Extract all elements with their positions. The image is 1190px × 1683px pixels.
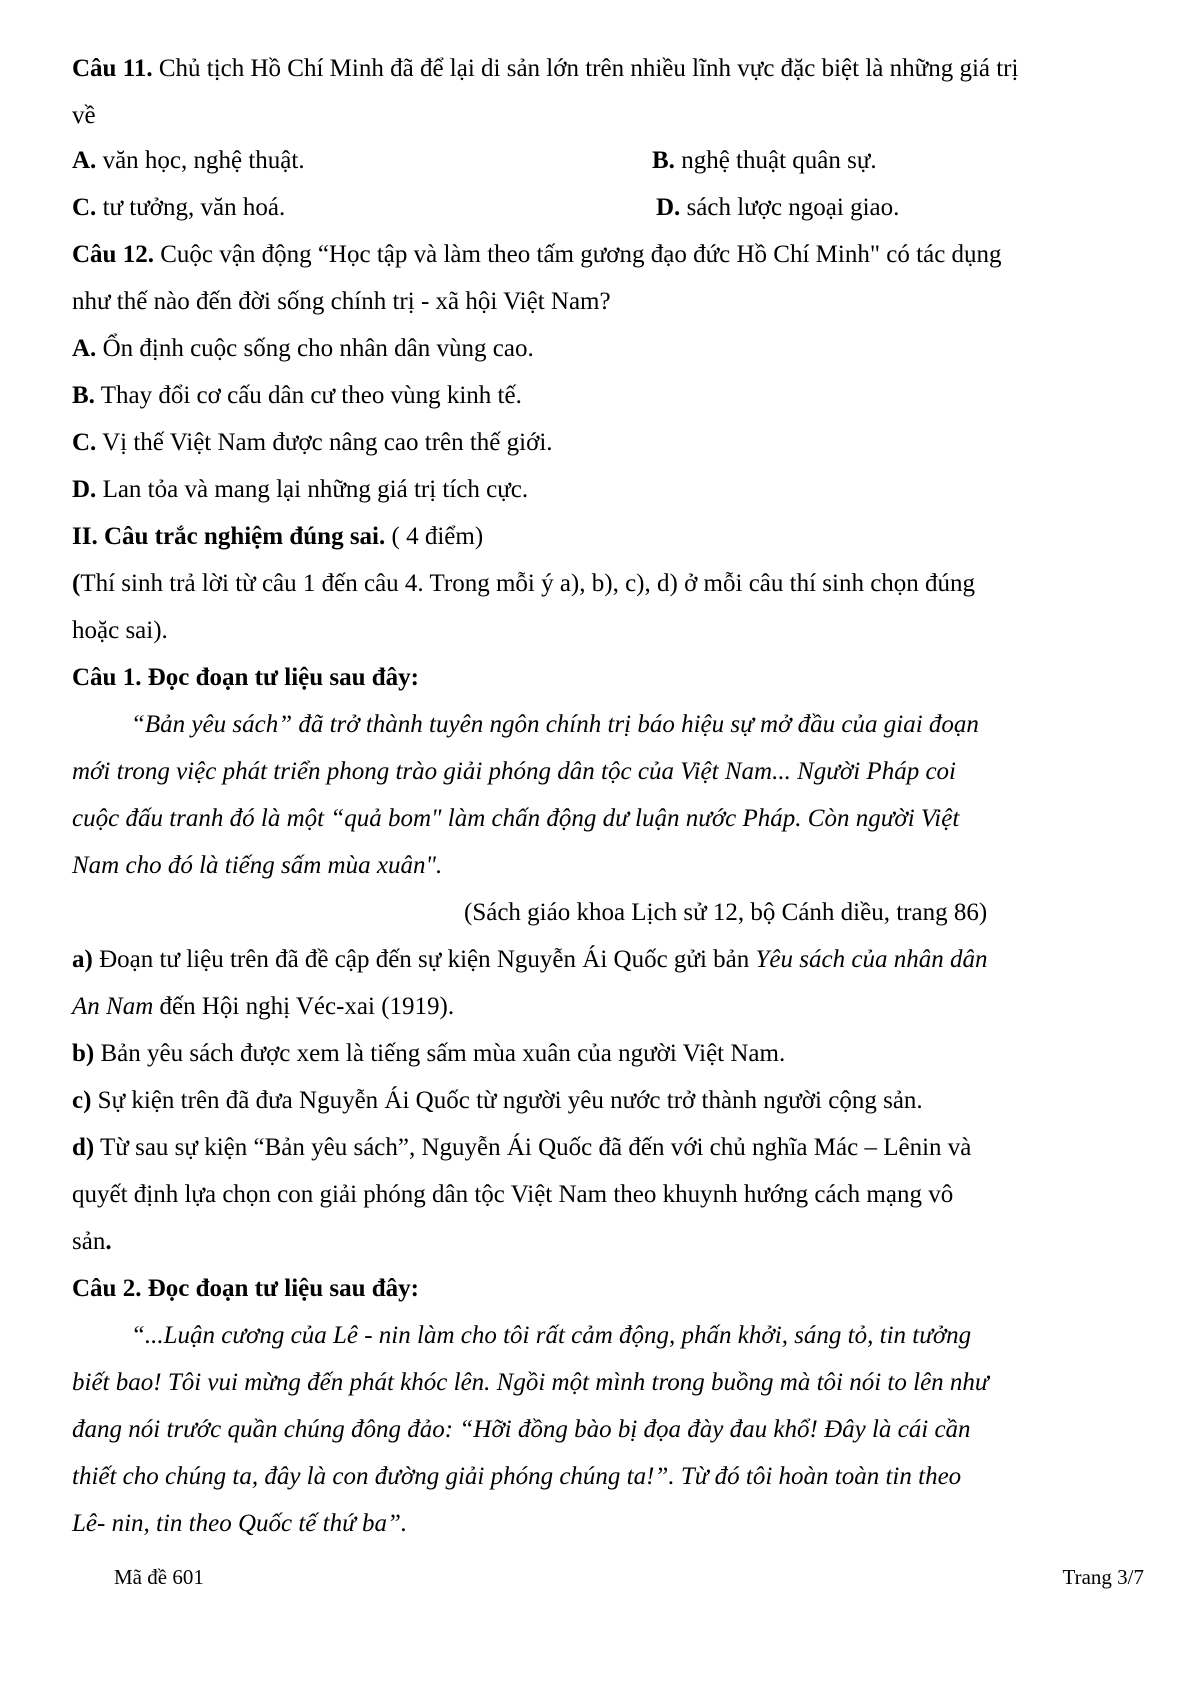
s2q1-statement-d-line2: quyết định lựa chọn con giải phóng dân tộc Việt Nam theo khuynh hướng cách mạng vô [72, 1181, 954, 1208]
section2-instructions-line2: hoặc sai). [72, 617, 168, 644]
q12-option-c: C. Vị thế Việt Nam được nâng cao trên thế giới. [72, 429, 553, 456]
s2q1-quote-line: cuộc đấu tranh đó là một “quả bom" làm chấn động dư luận nước Pháp. Còn người Việt [72, 805, 960, 832]
footer-page-number: Trang 3/7 [1062, 1565, 1144, 1589]
q11-option-b: B. nghệ thuật quân sự. [652, 147, 877, 174]
s2q2-quote-line: Lê- nin, tin theo Quốc tế thứ ba”. [72, 1510, 408, 1537]
q12-text: Cuộc vận động “Học tập và làm theo tấm gương đạo đức Hồ Chí Minh" có tác dụng [153, 241, 1002, 268]
q11-line2: về [72, 102, 96, 129]
section2-points: ( 4 điểm) [385, 523, 484, 550]
q11-option-c: C. tư tưởng, văn hoá. [72, 194, 286, 221]
s2q1-statement-a-line1: a) Đoạn tư liệu trên đã đề cập đến sự kiện Nguyễn Ái Quốc gửi bản Yêu sách của nhân dân [72, 946, 988, 973]
q11-option-d: D. sách lược ngoại giao. [656, 194, 900, 221]
s2q1-quote-line: mới trong việc phát triển phong trào giải phóng dân tộc của Việt Nam... Người Pháp coi [72, 758, 956, 785]
s2q2-quote-line: thiết cho chúng ta, đây là con đường giải phóng chúng ta!”. Từ đó tôi hoàn toàn tin theo [72, 1463, 962, 1490]
q11-text: Chủ tịch Hồ Chí Minh đã để lại di sản lớn trên nhiều lĩnh vực đặc biệt là những giá trị [152, 55, 1019, 82]
s2q1-statement-d-line3: sản. [72, 1228, 112, 1255]
section2-heading [72, 522, 1130, 552]
footer-exam-code: Mã đề 601 [114, 1565, 204, 1589]
section2-instructions-line1: (Thí sinh trả lời từ câu 1 đến câu 4. Trong mỗi ý a), b), c), d) ở mỗi câu thí sinh chọn đúng [72, 570, 976, 597]
q11-label: Câu 11. [72, 55, 153, 82]
q11-line1 [72, 54, 1130, 84]
q12-option-b: B. Thay đổi cơ cấu dân cư theo vùng kinh tế. [72, 382, 522, 409]
s2q2-quote-line: đang nói trước quần chúng đông đảo: “Hỡi đồng bào bị đọa đày đau khổ! Đây là cái cần [72, 1416, 971, 1443]
q11-option-a: A. văn học, nghệ thuật. [72, 147, 305, 174]
s2q1-title: Câu 1. Đọc đoạn tư liệu sau đây: [72, 664, 419, 691]
s2q1-source: (Sách giáo khoa Lịch sử 12, bộ Cánh diều, trang 86) [464, 899, 988, 926]
s2q1-statement-b: b) Bản yêu sách được xem là tiếng sấm mùa xuân của người Việt Nam. [72, 1040, 786, 1067]
q12-option-a: A. Ổn định cuộc sống cho nhân dân vùng cao. [72, 335, 534, 362]
q12-line1 [72, 240, 1130, 270]
s2q2-quote-line: “...Luận cương của Lê - nin làm cho tôi rất cảm động, phấn khởi, sáng tỏ, tin tưởng [131, 1322, 972, 1349]
s2q1-quote-line: “Bản yêu sách” đã trở thành tuyên ngôn chính trị báo hiệu sự mở đầu của giai đoạn [131, 711, 979, 738]
s2q1-statement-a-line2: An Nam đến Hội nghị Véc-xai (1919). [72, 993, 455, 1020]
section2-title: II. Câu trắc nghiệm đúng sai. [72, 523, 386, 550]
q12-line2: như thế nào đến đời sống chính trị - xã hội Việt Nam? [72, 288, 611, 315]
q12-label: Câu 12. [72, 241, 154, 268]
q12-option-d: D. Lan tỏa và mang lại những giá trị tích cực. [72, 476, 529, 503]
s2q2-quote-line: biết bao! Tôi vui mừng đến phát khóc lên. Ngồi một mình trong buồng mà tôi nói to lên như [72, 1369, 989, 1396]
s2q1-statement-c: c) Sự kiện trên đã đưa Nguyễn Ái Quốc từ người yêu nước trở thành người cộng sản. [72, 1087, 923, 1114]
s2q1-quote-line: Nam cho đó là tiếng sấm mùa xuân". [72, 852, 443, 879]
s2q2-title: Câu 2. Đọc đoạn tư liệu sau đây: [72, 1275, 419, 1302]
s2q1-statement-d-line1: d) Từ sau sự kiện “Bản yêu sách”, Nguyễn Ái Quốc đã đến với chủ nghĩa Mác – Lênin và [72, 1134, 972, 1161]
